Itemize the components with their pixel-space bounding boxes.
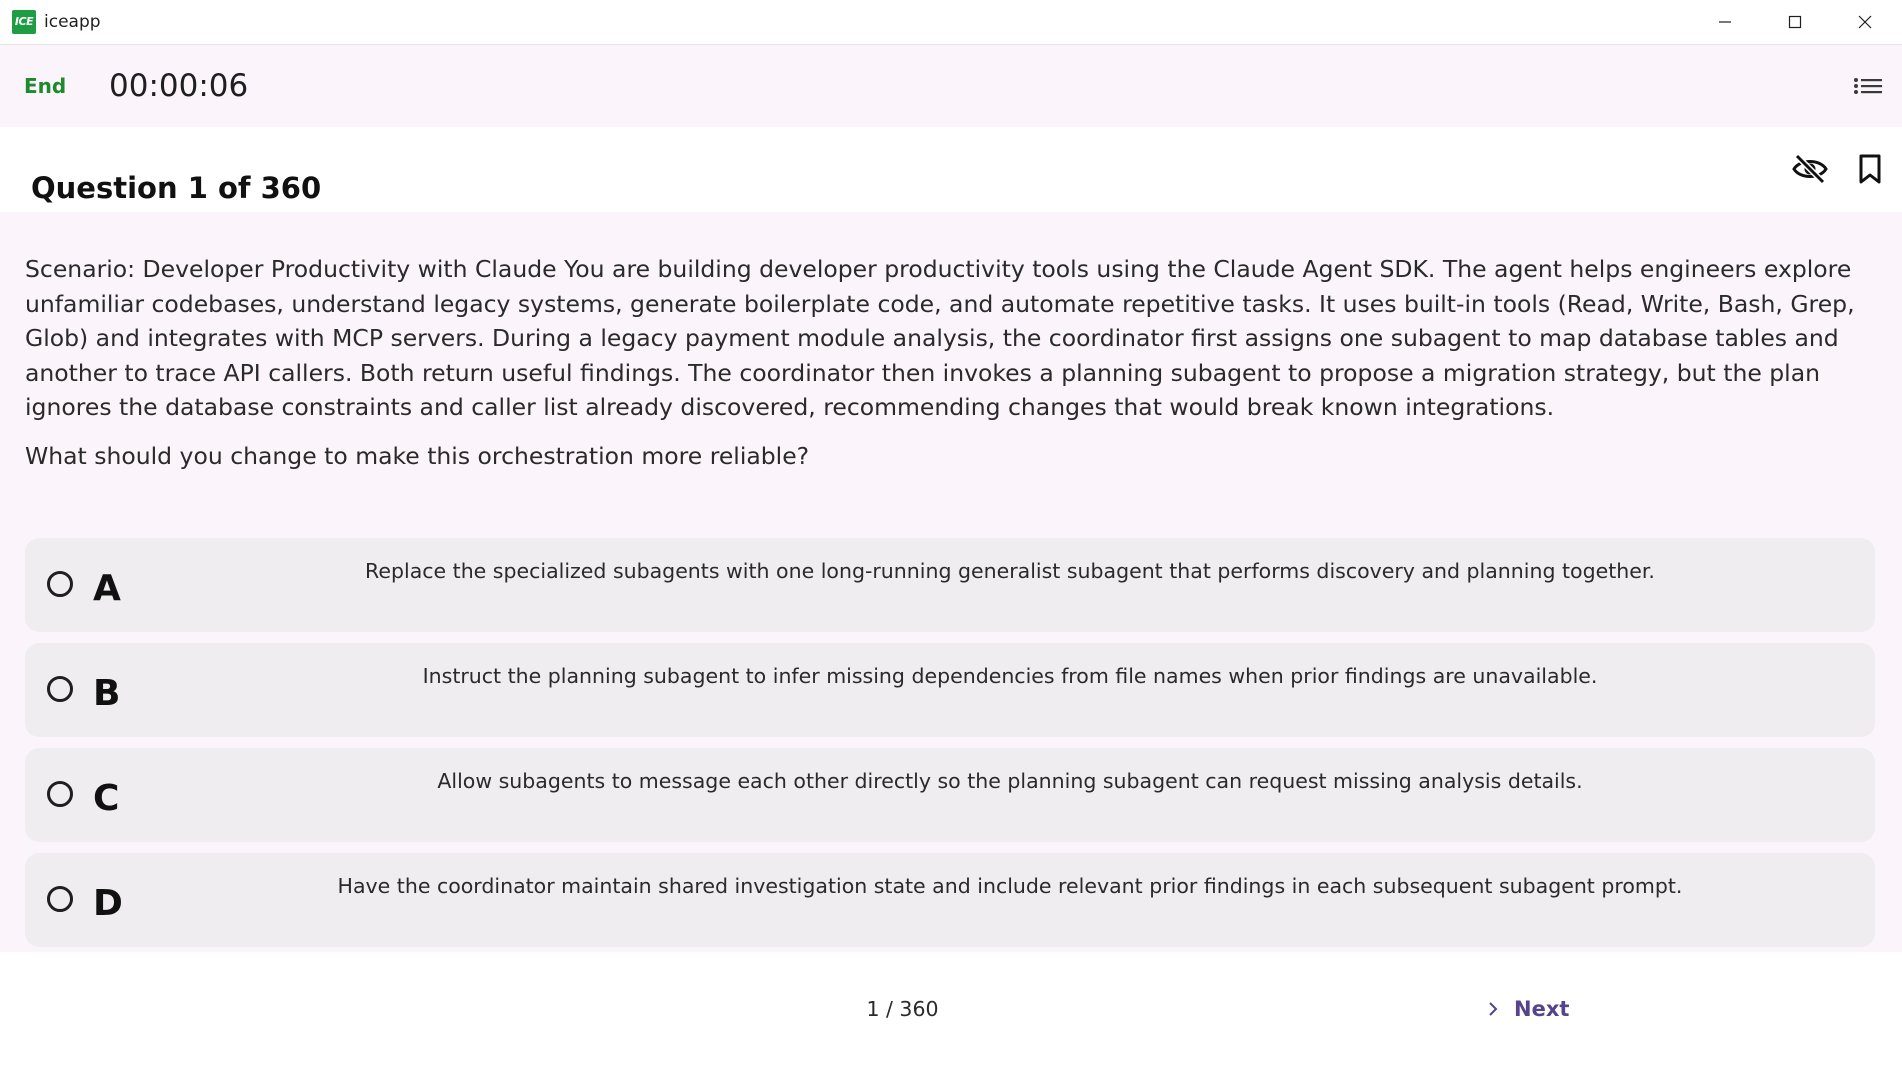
maximize-icon <box>1787 14 1803 30</box>
title-bar <box>0 0 1902 45</box>
app-logo-icon: ICE <box>12 10 36 34</box>
list-icon <box>1853 77 1883 99</box>
close-window-button[interactable] <box>1830 0 1900 44</box>
radio-button-c[interactable] <box>47 781 73 807</box>
radio-button-b[interactable] <box>47 676 73 702</box>
next-label: Next <box>1514 997 1570 1021</box>
question-title: Question 1 of 360 <box>31 171 322 205</box>
close-icon <box>1857 14 1873 30</box>
navigation-footer <box>0 952 1902 1071</box>
exam-header <box>0 45 1902 127</box>
option-text: Allow subagents to message each other directly so the planning subagent can request missing analysis details. <box>437 769 1583 793</box>
minimize-icon <box>1717 14 1733 30</box>
bookmark-button[interactable] <box>1854 149 1886 189</box>
radio-button-a[interactable] <box>47 571 73 597</box>
option-text: Have the coordinator maintain shared investigation state and include relevant prior findings in each subsequent subagent prompt. <box>337 874 1683 898</box>
option-letter: B <box>93 673 121 714</box>
end-button[interactable]: End <box>24 74 67 98</box>
eye-off-icon <box>1792 154 1828 184</box>
option-a[interactable] <box>25 538 1875 632</box>
option-b[interactable] <box>25 643 1875 737</box>
chevron-right-icon <box>1486 1000 1500 1018</box>
option-letter: D <box>93 883 123 924</box>
next-button[interactable] <box>1486 992 1569 1026</box>
option-text: Replace the specialized subagents with one long-running generalist subagent that performs discovery and planning together. <box>365 559 1655 583</box>
page-counter: 1 / 360 <box>866 997 939 1021</box>
question-list-button[interactable] <box>1852 75 1884 101</box>
option-letter: C <box>93 778 120 819</box>
option-letter: A <box>93 568 121 609</box>
question-prompt: What should you change to make this orchestration more reliable? <box>25 442 810 470</box>
bookmark-icon <box>1859 154 1881 184</box>
question-body <box>0 212 1902 952</box>
minimize-button[interactable] <box>1690 0 1760 44</box>
option-c[interactable] <box>25 748 1875 842</box>
question-header <box>0 127 1902 212</box>
hide-answer-button[interactable] <box>1790 149 1830 189</box>
scenario-text: Scenario: Developer Productivity with Claude You are building developer productivity tools using the Claude Agent SDK. The agent helps engineers explore unfamiliar codebases, understand legacy systems, generate boilerplate code, and automate repetitive tasks. It uses built-in tools (Read, Write, Bash, Grep, Glob) and integrates with MCP servers. During a legacy payment module analysis, the coordinator first assigns one subagent to map database tables and another to trace API callers. Both return useful findings. The coordinator then invokes a planning subagent to propose a migration strategy, but the plan ignores the database constraints and caller list already discovered, recommending changes that would break known integrations. <box>25 255 1855 421</box>
option-d[interactable] <box>25 853 1875 947</box>
option-text: Instruct the planning subagent to infer missing dependencies from file names when prior findings are unavailable. <box>422 664 1598 688</box>
maximize-button[interactable] <box>1760 0 1830 44</box>
radio-button-d[interactable] <box>47 886 73 912</box>
app-title: iceapp <box>44 12 101 32</box>
timer: 00:00:06 <box>109 68 249 104</box>
